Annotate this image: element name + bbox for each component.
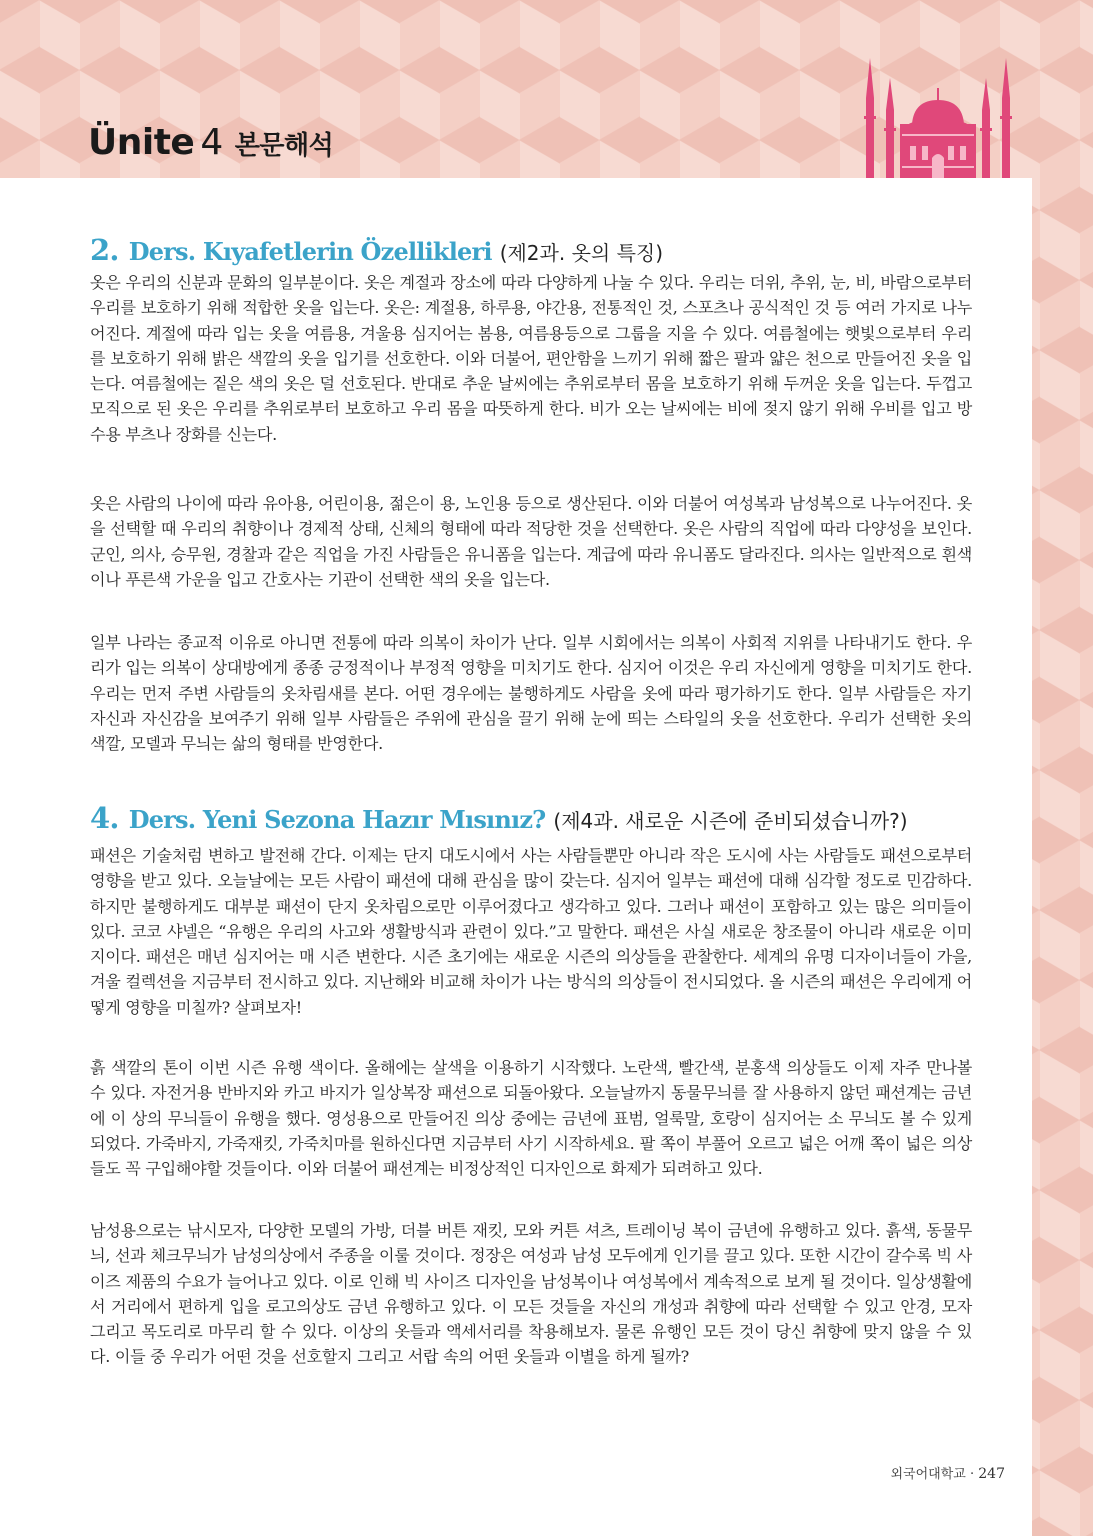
section-title-text: Ders. Yeni Sezona Hazır Mısınız?	[128, 805, 546, 834]
unit-title	[88, 122, 333, 163]
footer-separator: ·	[969, 1467, 975, 1482]
paragraph: 일부 나라는 종교적 이유로 아니면 전통에 따라 의복이 차이가 난다. 일부 시회에서는 의복이 사회적 지위를 나타내기도 한다. 우리가 입는 의복이 상대방에게 종종 긍정적이나 부정적 영향을 미치기도 한다. 심지어 이것은 우리 자신에게 영향을 미치기도 한다. 우리는 먼저 주변 사람들의 옷차림새를 본다. 어떤 경우에는 불행하게도 사람을 옷에 따라 평가하기도 한다. 일부 사람들은 자기 자신과 자신감을 보여주기 위해 일부 사람들은 주위에 관심을 끌기 위해 눈에 띄는 스타일의 옷을 선호한다. 우리가 선택한 옷의 색깔, 모델과 무늬는 삶의 형태를 반영한다.	[90, 633, 972, 754]
paragraph: 흙 색깔의 톤이 이번 시즌 유행 색이다. 올해에는 살색을 이용하기 시작했다. 노란색, 빨간색, 분홍색 의상들도 이제 자주 만나볼 수 있다. 자전거용 반바지와 카고 바지가 일상복장 패션으로 되돌아왔다. 오늘날까지 동물무늬를 잘 사용하지 않던 패션계는 금년에 이 상의 무늬들이 유행을 했다. 영성용으로 만들어진 의상 중에는 금년에 표범, 얼룩말, 호랑이 심지어는 소 무늬도 볼 수 있게 되었다. 가죽바지, 가죽재킷, 가죽치마를 원하신다면 지금부터 사기 시작하세요. 팔 쪽이 부풀어 오르고 넓은 어깨 쪽이 넓은 의상들도 꼭 구입해야할 것들이다. 이와 더불어 패션계는 비정상적인 디자인으로 화제가 되려하고 있다.	[90, 1058, 972, 1179]
paragraph: 옷은 우리의 신분과 문화의 일부분이다. 옷은 계절과 장소에 따라 다양하게 나눌 수 있다. 우리는 더위, 추위, 눈, 비, 바람으로부터 우리를 보호하기 위해 적합한 옷을 입는다. 옷은: 계절용, 하루용, 야간용, 전통적인 것, 스포츠나 공식적인 것 등 여러 가지로 나누어진다. 계절에 따라 입는 옷을 여름용, 겨울용 심지어는 봄용, 여름용등으로 그룹을 지을 수 있다. 여름철에는 햇빛으로부터 우리를 보호하기 위해 밝은 색깔의 옷을 입기를 선호한다. 이와 더불어, 편안함을 느끼기 위해 짧은 팔과 얇은 천으로 만들어진 옷을 입는다. 여름철에는 짙은 색의 옷은 덜 선호된다. 반대로 추운 날씨에는 추위로부터 몸을 보호하기 위해 두꺼운 옷을 입는다. 두껍고 모직으로 된 옷은 우리를 추위로부터 보호하고 우리 몸을 따뜻하게 한다. 비가 오는 날씨에는 비에 젖지 않기 위해 우비를 입고 방수용 부츠나 장화를 신는다.	[90, 273, 972, 444]
paragraph: 패션은 기술처럼 변하고 발전해 간다. 이제는 단지 대도시에서 사는 사람들뿐만 아니라 작은 도시에 사는 사람들도 패션으로부터 영향을 받고 있다. 오늘날에는 모든 사람이 패션에 대해 관심을 많이 갖는다. 심지어 일부는 패션에 대해 심각할 정도로 민감하다. 하지만 불행하게도 대부분 패션이 단지 옷차림으로만 이루어졌다고 생각하고 있다. 그러나 패션이 포함하고 있는 많은 의미들이 있다. 코코 샤넬은 “유행은 우리의 사고와 생활방식과 관련이 있다.”고 말한다. 패션은 사실 새로운 창조물이 아니라 새로운 이미지이다. 패션은 매년 심지어는 매 시즌 변한다. 시즌 초기에는 새로운 시즌의 의상들을 관찰한다. 세계의 유명 디자이너들이 가을, 겨울 컬렉션을 지금부터 전시하고 있다. 지난해와 비교해 차이가 나는 방식의 의상들이 전시되었다. 올 시즌의 패션은 우리에게 어떻게 영향을 미칠까? 살펴보자!	[90, 846, 972, 1017]
section-korean-title: (제2과. 옷의 특징)	[499, 241, 664, 265]
paragraph: 남성용으로는 낚시모자, 다양한 모델의 가방, 더블 버튼 재킷, 모와 커튼 셔츠, 트레이닝 복이 금년에 유행하고 있다. 흙색, 동물무늬, 선과 체크무늬가 남성의상에서 주종을 이룰 것이다. 정장은 여성과 남성 모두에게 인기를 끌고 있다. 또한 시간이 갈수록 빅 사이즈 제품의 수요가 늘어나고 있다. 이로 인해 빅 사이즈 디자인을 남성복이나 여성복에서 계속적으로 보게 될 것이다. 일상생활에서 거리에서 편하게 입을 로고의상도 금년 유행하고 있다. 이 모든 것들을 자신의 개성과 취향에 따라 선택할 수 있고 안경, 모자 그리고 목도리로 마무리 할 수 있다. 이상의 옷들과 액세서리를 착용해보자. 물론 유행인 모든 것이 당신 취향에 맞지 않을 수 있다. 이들 중 우리가 어떤 것을 선호할지 그리고 서랍 속의 어떤 옷들과 이별을 하게 될까?	[90, 1221, 972, 1367]
section-number: 2.	[90, 233, 119, 267]
section-korean-title: (제4과. 새로운 시즌에 준비되셨습니까?)	[553, 809, 908, 833]
page-number: 247	[978, 1466, 1005, 1482]
mosque-icon	[858, 58, 1018, 180]
section-title-2	[90, 233, 663, 267]
paragraph: 옷은 사람의 나이에 따라 유아용, 어린이용, 젊은이 용, 노인용 등으로 생산된다. 이와 더불어 여성복과 남성복으로 나누어진다. 옷을 선택할 때 우리의 취향이나 경제적 상태, 신체의 형태에 따라 적당한 것을 선택한다. 옷은 사람의 직업에 따라 다양성을 보인다. 군인, 의사, 승무원, 경찰과 같은 직업을 가진 사람들은 유니폼을 입는다. 계급에 따라 유니폼도 달라진다. 의사는 일반적으로 흰색이나 푸른색 가운을 입고 간호사는 기관이 선택한 색의 옷을 입는다.	[90, 494, 972, 589]
page-footer	[890, 1463, 1005, 1482]
unit-number: 4	[200, 122, 223, 163]
unit-word: Ünite	[88, 122, 195, 163]
page-header	[0, 0, 1093, 178]
footer-school: 외국어대학교	[890, 1467, 966, 1482]
section-title-4	[90, 801, 908, 835]
section-title-text: Ders. Kıyafetlerin Özellikleri	[128, 237, 492, 266]
section-number: 4.	[90, 801, 119, 835]
unit-subtitle: 본문해석	[234, 131, 334, 161]
